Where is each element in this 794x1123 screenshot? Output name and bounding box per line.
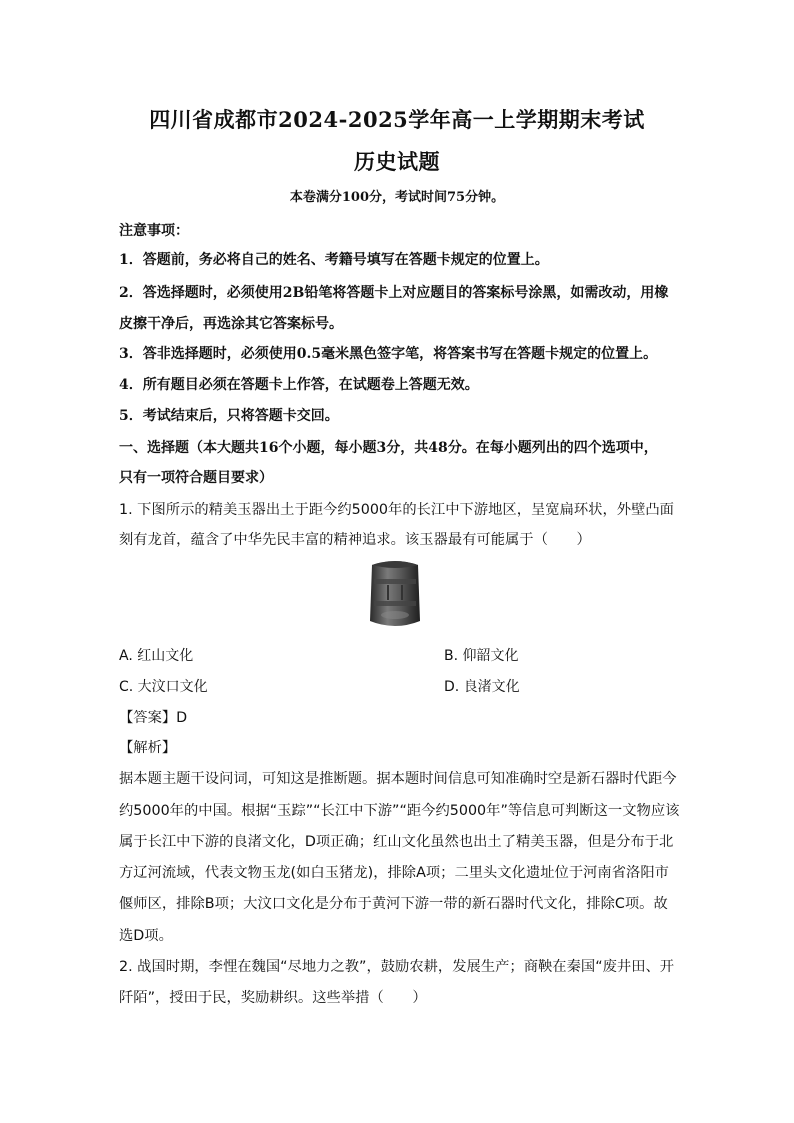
answer-label: 【答案】D <box>119 710 188 726</box>
note-item: 5．考试结束后，只将答题卡交回。 <box>119 408 339 424</box>
section-heading: 一、选择题（本大题共16个小题，每小题3分，共48分。在每小题列出的四个选项中， <box>119 440 658 456</box>
option-b: B. 仰韶文化 <box>444 648 519 664</box>
notes-heading: 注意事项： <box>119 223 189 239</box>
exam-info: 本卷满分100分，考试时间75分钟。 <box>289 190 505 205</box>
page-title: 四川省成都市2024-2025学年高一上学期期末考试 <box>149 107 645 132</box>
option-d: D. 良渚文化 <box>444 679 520 695</box>
question-1-stem: 1. 下图所示的精美玉器出土于距今约5000年的长江中下游地区，呈宽扁环状，外壁凸面 <box>119 502 674 518</box>
option-c: C. 大汶口文化 <box>119 679 208 695</box>
analysis-line: 属于长江中下游的良渚文化，D项正确；红山文化虽然也出土了精美玉器，但是分布于北 <box>119 834 674 850</box>
subject-title: 历史试题 <box>354 149 440 174</box>
analysis-line: 方辽河流域，代表文物玉龙(如白玉猪龙)，排除A项；二里头文化遗址位于河南省洛阳市 <box>119 865 669 881</box>
analysis-line: 约5000年的中国。根据“玉踪”“长江中下游”“距今约5000年”等信息可判断这一文物应该 <box>119 803 680 819</box>
analysis-heading: 【解析】 <box>119 740 177 756</box>
jade-ring-artifact-icon <box>366 555 424 633</box>
question-1-stem-cont: 刻有龙首，蕴含了中华先民丰富的精神追求。该玉器最有可能属于（ ） <box>119 532 591 548</box>
analysis-line: 选D项。 <box>119 928 173 944</box>
analysis-line: 据本题主题干设问词，可知这是推断题。据本题时间信息可知准确时空是新石器时代距今 <box>119 771 677 787</box>
option-a: A. 红山文化 <box>119 648 194 664</box>
analysis-line: 偃师区，排除B项；大汶口文化是分布于黄河下游一带的新石器时代文化，排除C项。故 <box>119 896 668 912</box>
section-heading-cont: 只有一项符合题目要求） <box>119 470 273 486</box>
note-item: 3．答非选择题时，必须使用0.5毫米黑色签字笔，将答案书写在答题卡规定的位置上。 <box>119 346 658 362</box>
note-item: 1．答题前，务必将自己的姓名、考籍号填写在答题卡规定的位置上。 <box>119 252 549 268</box>
note-item: 皮擦干净后，再选涂其它答案标号。 <box>119 316 343 332</box>
question-2-stem: 2. 战国时期，李悝在魏国“尽地力之教”，鼓励农耕，发展生产；商鞅在秦国“废井田、开 <box>119 959 675 975</box>
question-2-stem-cont: 阡陌”，授田于民，奖励耕织。这些举措（ ） <box>119 990 427 1006</box>
note-item: 4．所有题目必须在答题卡上作答，在试题卷上答题无效。 <box>119 377 479 393</box>
note-item: 2．答选择题时，必须使用2B铅笔将答题卡上对应题目的答案标号涂黑，如需改动，用橡 <box>119 285 669 301</box>
